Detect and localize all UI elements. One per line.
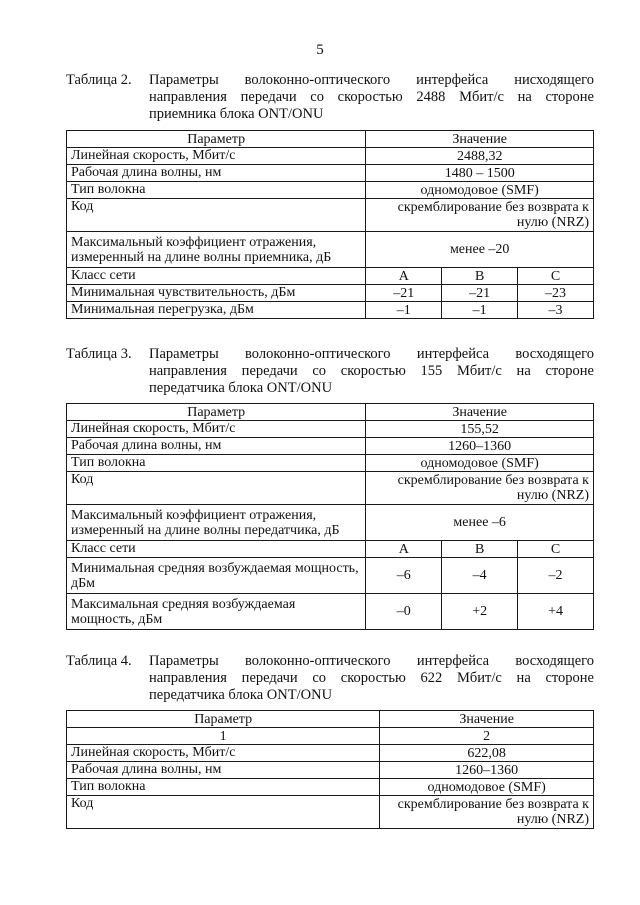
table-4-label: Таблица 4. [66,653,132,669]
table-4-caption-line: Параметры волоконно-оптического интерфейса восходящего [149,653,594,669]
table-4 [66,710,594,829]
value-b-cell: –21 [442,285,518,302]
value-cell: 2488,32 [366,148,594,165]
param-cell: Тип волокна [67,455,366,472]
value-cell: 1260–1360 [380,762,594,779]
value-a-cell: –6 [366,558,442,594]
value-b-cell: +2 [442,594,518,630]
table-3-caption-line: направления передачи со скоростью 155 Мбит/с на стороне [149,363,594,379]
value-cell: скремблирование без возврата к нулю (NRZ) [380,796,594,829]
value-a-cell: –1 [366,302,442,319]
value-cell: 155,52 [366,421,594,438]
header-param: Параметр [67,711,380,728]
table-2-caption-line: направления передачи со скоростью 2488 Мбит/с на стороне [149,89,594,105]
value-cell: 622,08 [380,745,594,762]
page-number: 5 [316,42,324,58]
param-cell: Максимальная средняя возбуждаемая мощность, дБм [67,594,366,630]
class-b-cell: В [442,541,518,558]
value-cell: 1260–1360 [366,438,594,455]
value-c-cell: +4 [518,594,594,630]
param-cell: Тип волокна [67,182,366,199]
param-cell: Рабочая длина волны, нм [67,438,366,455]
header-param: Параметр [67,131,366,148]
param-cell: Рабочая длина волны, нм [67,762,380,779]
table-2 [66,130,594,319]
header-param: Параметр [67,404,366,421]
column-number-cell: 1 [67,728,380,745]
param-cell: Минимальная перегрузка, дБм [67,302,366,319]
header-value: Значение [366,131,594,148]
param-cell: Линейная скорость, Мбит/с [67,148,366,165]
class-label-cell: Класс сети [67,541,366,558]
value-c-cell: –23 [518,285,594,302]
value-c-cell: –2 [518,558,594,594]
param-cell: Линейная скорость, Мбит/с [67,421,366,438]
value-cell: менее –20 [366,232,594,268]
param-cell: Рабочая длина волны, нм [67,165,366,182]
class-b-cell: В [442,268,518,285]
table-3-label: Таблица 3. [66,346,132,362]
param-cell: Максимальный коэффициент отражения, измеренный на длине волны приемника, дБ [67,232,366,268]
value-cell: скремблирование без возврата к нулю (NRZ) [366,472,594,505]
value-cell: одномодовое (SMF) [366,455,594,472]
value-c-cell: –3 [518,302,594,319]
class-label-cell: Класс сети [67,268,366,285]
table-3-caption-line: Параметры волоконно-оптического интерфейса восходящего [149,346,594,362]
column-number-cell: 2 [380,728,594,745]
table-4-caption-line: передатчика блока ONT/ONU [149,687,333,703]
table-2-caption [66,72,594,123]
header-value: Значение [366,404,594,421]
table-4-caption [66,653,594,704]
value-cell: менее –6 [366,505,594,541]
value-b-cell: –1 [442,302,518,319]
param-cell: Линейная скорость, Мбит/с [67,745,380,762]
class-a-cell: А [366,268,442,285]
table-3-caption-line: передатчика блока ONT/ONU [149,380,333,396]
table-4-caption-line: направления передачи со скоростью 622 Мбит/с на стороне [149,670,594,686]
class-a-cell: А [366,541,442,558]
class-c-cell: С [518,268,594,285]
table-2-label: Таблица 2. [66,72,132,88]
param-cell: Максимальный коэффициент отражения, измеренный на длине волны передатчика, дБ [67,505,366,541]
value-a-cell: –0 [366,594,442,630]
value-cell: одномодовое (SMF) [380,779,594,796]
class-c-cell: С [518,541,594,558]
param-cell: Минимальная чувствительность, дБм [67,285,366,302]
table-2-caption-line: приемника блока ONT/ONU [149,106,324,122]
value-cell: одномодовое (SMF) [366,182,594,199]
value-a-cell: –21 [366,285,442,302]
value-cell: 1480 – 1500 [366,165,594,182]
param-cell: Код [67,796,380,829]
value-cell: скремблирование без возврата к нулю (NRZ) [366,199,594,232]
table-2-caption-line: Параметры волоконно-оптического интерфейса нисходящего [149,72,594,88]
param-cell: Тип волокна [67,779,380,796]
value-b-cell: –4 [442,558,518,594]
param-cell: Минимальная средняя возбуждаемая мощность, дБм [67,558,366,594]
table-3 [66,403,594,630]
header-value: Значение [380,711,594,728]
param-cell: Код [67,199,366,232]
table-3-caption [66,346,594,397]
param-cell: Код [67,472,366,505]
